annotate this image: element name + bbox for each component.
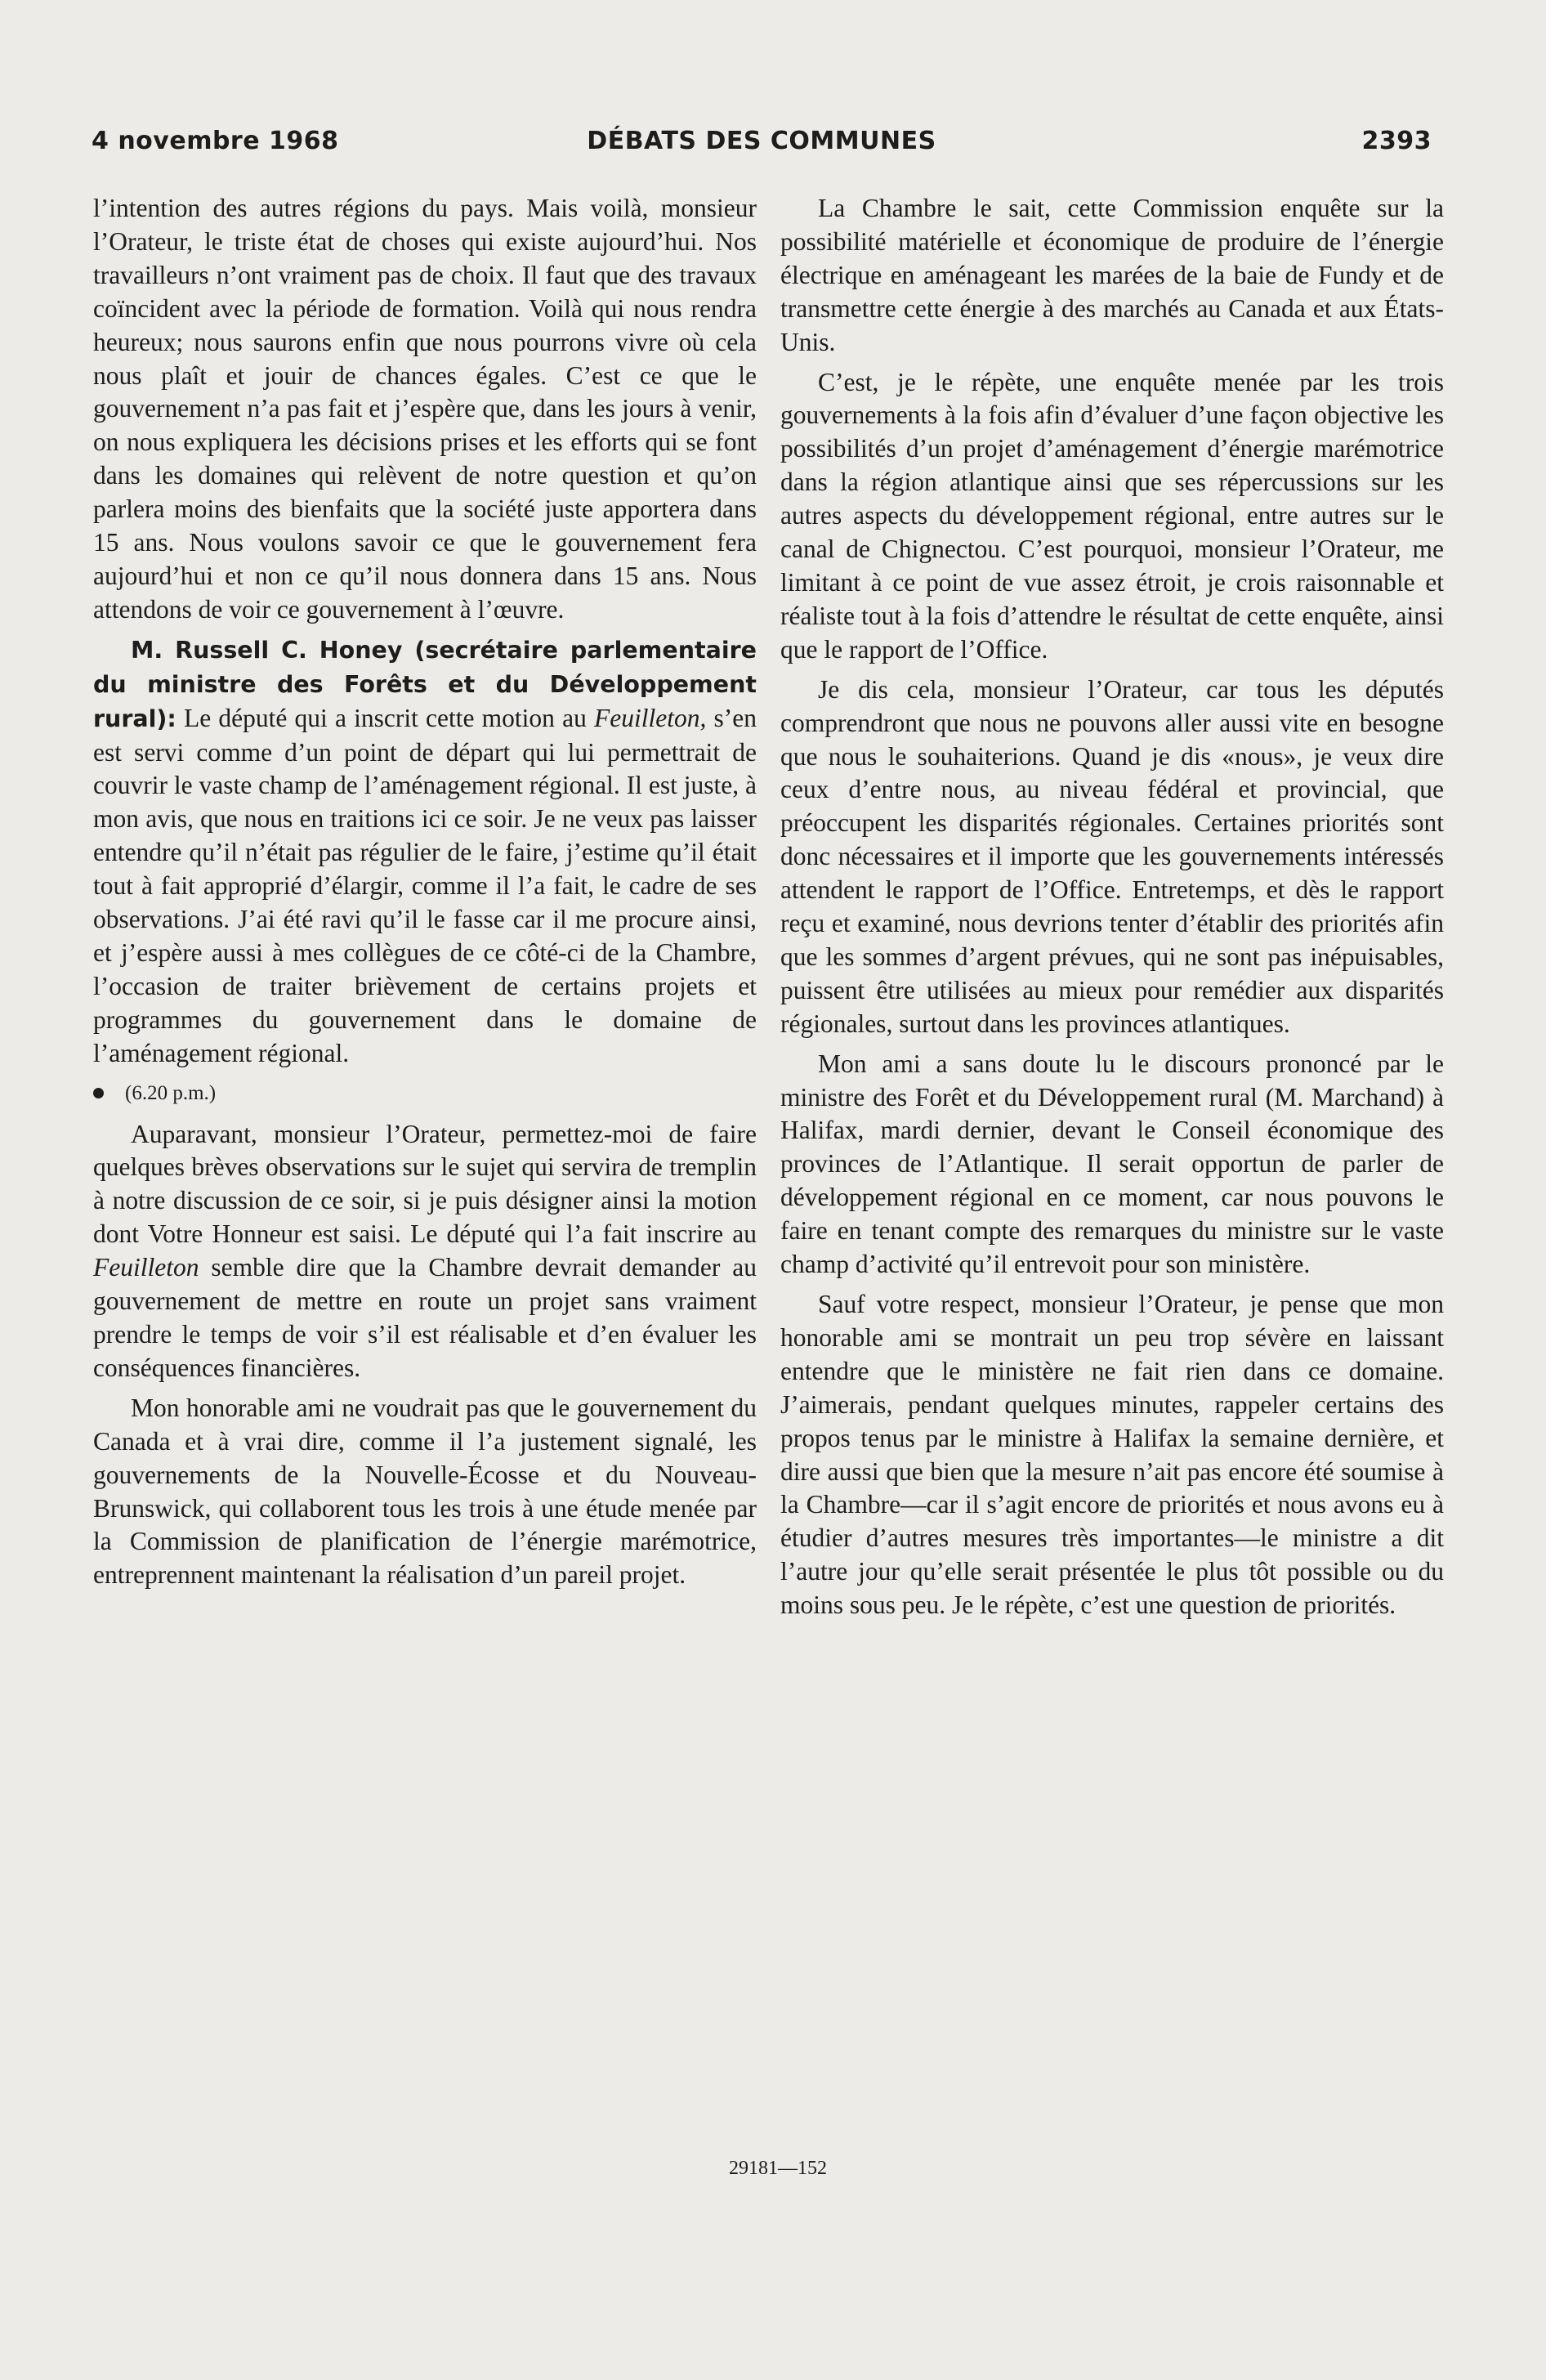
page-number: 2393 [1361,127,1432,155]
left-column [93,192,757,1599]
timestamp-text: (6.20 p.m.) [125,1081,217,1104]
bullet-icon [93,1088,104,1098]
paragraph-enquete: C’est, je le répète, une enquête menée par les trois gouvernements à la fois afin d’évaluer d’une façon objective les possibilités d’un projet d’aménagement d’énergie marémotrice dans la région atlantique ainsi que ses répercussions sur les autres aspects du développement régional, entre autres sur le canal de Chignectou. C’est pourquoi, monsieur l’Orateur, me limitant à ce point de vue assez étroit, je crois raisonnable et réaliste tout à la fois d’attendre le résultat de cette enquête, ainsi que le rapport de l’Office. [780,367,1444,664]
printer-signature: 29181—152 [729,2158,827,2179]
feuilleton-italic: Feuilleton, [594,703,707,732]
paragraph-honorable-ami: Mon honorable ami ne voudrait pas que le gouvernement du Canada et à vrai dire, comme il l’a justement signalé, les gouvernements de la Nouvelle-Écosse et du Nouveau-Brunswick, qui collaborent tous les trois à une étude menée par la Commission de planification de l’énergie marémotrice, entreprennent maintenant la réalisation d’un pareil projet. [93,1393,757,1590]
speaker-name: M. Russell C. Honey (secrétaire parlementaire du ministre des Forêts et du Développement rural): [93,636,757,732]
paragraph-continuation: l’intention des autres régions du pays. Mais voilà, monsieur l’Orateur, le triste état de choses qui existe aujourd’hui. Nos travailleurs n’ont vraiment pas de choix. Il faut que des travaux coïncident avec la période de formation. Voilà qui nous rendra heureux; nous saurons enfin que nous pourrons vivre où cela nous plaît et jouir de chances égales. C’est ce que le gouvernement n’a pas fait et j’espère que, dans les jours à venir, on nous expliquera les décisions prises et les efforts qui se font dans les domaines qui relèvent de notre question et qu’on parlera moins des bienfaits que la société juste apportera dans 15 ans. Nous voulons savoir ce que le gouvernement fera aujourd’hui et non ce qu’il nous donnera dans 15 ans. Nous attendons de voir ce gouvernement à l’œuvre. [93,194,757,624]
timestamp [93,1079,757,1108]
paragraph-discours: Mon ami a sans doute lu le discours prononcé par le ministre des Forêt et du Développement rural (M. Marchand) à Halifax, mardi dernier, devant le Conseil économique des provinces de l’Atlantique. Il serait opportun de parler de développement régional en ce moment, car nous pouvons le faire en tenant compte des remarques du ministre sur le vaste champ d’activité qu’il entrevoit pour son ministère. [780,1049,1444,1279]
paragraph-text: Auparavant, monsieur l’Orateur, permettez-moi de faire quelques brèves observations sur le sujet qui servira de tremplin à notre discussion de ce soir, si je puis désigner ainsi la motion dont Votre Honneur est saisi. Le député qui l’a fait inscrire au [93,1119,757,1249]
running-header [92,127,1432,168]
paragraph-commission: La Chambre le sait, cette Commission enquête sur la possibilité matérielle et économique de produire de l’énergie électrique en aménageant les marées de la baie de Fundy et de transmettre cette énergie à des marchés au Canada et aux États-Unis. [780,194,1444,356]
right-column [780,192,1444,1629]
paragraph-text: s’en est servi comme d’un point de départ qui lui permettrait de couvrir le vaste champ de l’aménagement régional. Il est juste, à mon avis, que nous en traitions ici ce soir. Je ne veux pas laisser entendre qu’il n’était pas régulier de le faire, j’estime qu’il était tout à fait approprié d’élargir, comme il l’a fait, le cadre de ses observations. J’ai été ravi qu’il le fasse car il me procure ainsi, et j’espère aussi à mes collègues de ce côté-ci de la Chambre, l’occasion de traiter brièvement de certains projets et programmes du gouvernement dans le domaine de l’aménagement régional. [93,703,757,1067]
header-date: 4 novembre 1968 [92,127,339,155]
paragraph-sauf-respect: Sauf votre respect, monsieur l’Orateur, je pense que mon honorable ami se montrait un peu trop sévère en laissant entendre que le ministère ne fait rien dans ce domaine. J’aimerais, pendant quelques minutes, rappeler certains des propos tenus par le ministre à Halifax la semaine dernière, et dire aussi que bien que la mesure n’ait pas encore été soumise à la Chambre—car il s’agit encore de priorités et nous avons eu à étudier d’autres mesures très importantes—le ministre a dit l’autre jour qu’elle serait présentée le plus tôt possible ou du moins sous peu. Je le répète, c’est une question de priorités. [780,1290,1444,1620]
feuilleton-italic: Feuilleton [93,1253,199,1282]
paragraph-text: semble dire que la Chambre devrait demander au gouvernement de mettre en route un projet sans vraiment prendre le temps de voir s’il est réalisable et d’en évaluer les conséquences financières. [93,1253,757,1382]
paragraph-je-dis-cela: Je dis cela, monsieur l’Orateur, car tous les députés comprendront que nous ne pouvons aller aussi vite en besogne que nous le souhaiterions. Quand je dis «nous», je veux dire ceux d’entre nous, au niveau fédéral et provincial, que préoccupent les disparités régionales. Certaines priorités sont donc nécessaires et il importe que les gouvernements intéressés attendent le rapport de l’Office. Entretemps, et dès le rapport reçu et examiné, nous devrions tenter d’établir des priorités afin que les sommes d’argent prévues, qui ne sont pas inépuisables, puissent être utilisées au mieux pour remédier aux disparités régionales, surtout dans les provinces atlantiques. [780,674,1444,1038]
paragraph-auparavant [93,1118,757,1385]
paragraph-honey-intro [93,633,757,1071]
header-title: DÉBATS DES COMMUNES [587,127,936,155]
paragraph-text: Le député qui a inscrit cette motion au [176,703,594,732]
